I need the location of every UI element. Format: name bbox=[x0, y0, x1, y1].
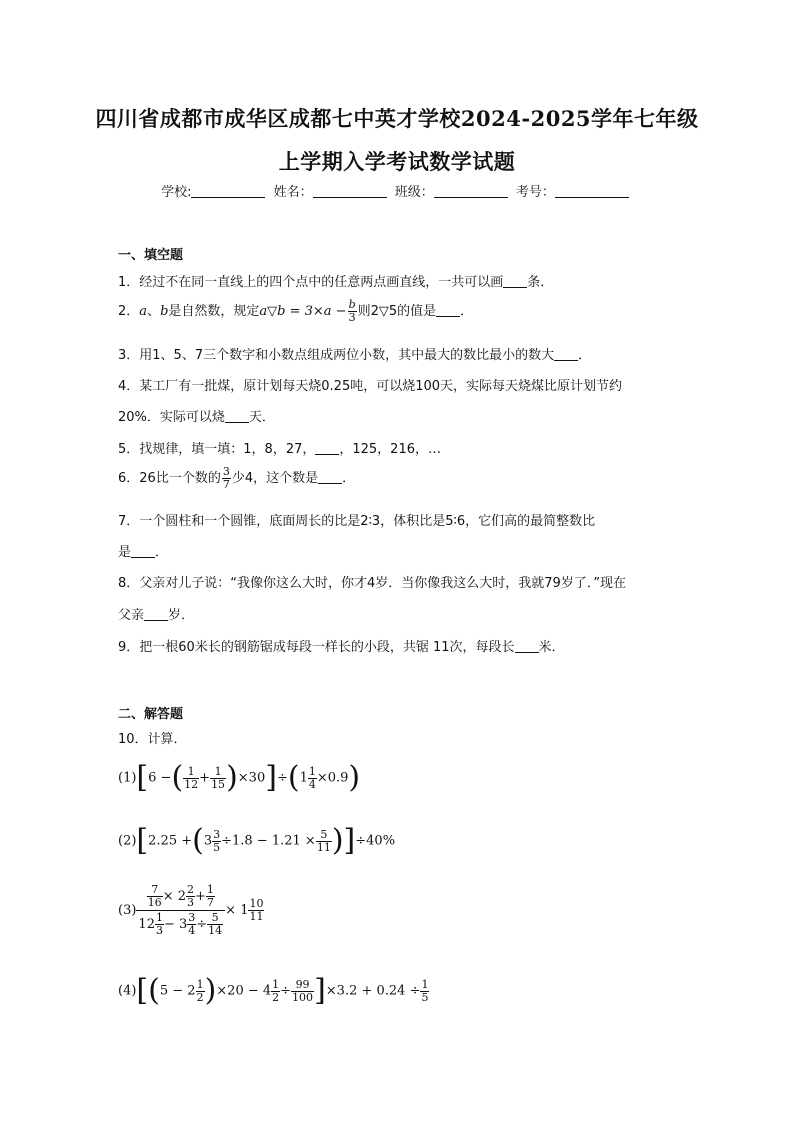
question-8-end: 岁． bbox=[168, 608, 195, 623]
question-10: 10．计算． bbox=[118, 732, 187, 747]
fraction-numerator: 1 bbox=[308, 764, 316, 778]
question-8-line-2 bbox=[118, 604, 194, 623]
expression-4: (4)[(5 − 2 $\frac{1}{2}$ )×20 − 4 $\frac{1}{2}$ ÷ $\frac{99}{100}$ ]×3.2 + 0.24 ÷ $\frac{1}{5}$ bbox=[118, 973, 429, 1008]
whole-number: 12 bbox=[138, 917, 155, 932]
question-6-text-2: 少4，这个数是 bbox=[231, 471, 319, 486]
fraction bbox=[316, 829, 332, 854]
expression-3 bbox=[118, 884, 264, 937]
fraction-denominator: 5 bbox=[213, 840, 221, 854]
fraction-numerator: 3 bbox=[213, 827, 221, 841]
complex-fraction-numerator bbox=[136, 884, 225, 911]
expression-text: ×30 bbox=[237, 770, 266, 786]
fraction-denominator: 3 bbox=[186, 896, 194, 909]
expression-text: ÷1.8 − 1.21 × bbox=[221, 833, 316, 849]
fraction-denominator: 100 bbox=[292, 990, 314, 1004]
title-line-2: 上学期入学考试数学试题 bbox=[278, 149, 516, 174]
question-3-end: ． bbox=[578, 348, 592, 363]
fraction bbox=[308, 766, 317, 791]
expression-text: × 1 bbox=[225, 903, 249, 918]
expression-text: × 2 bbox=[162, 889, 186, 904]
fraction-denominator: 16 bbox=[147, 896, 162, 909]
school-blank[interactable] bbox=[191, 185, 265, 198]
fraction-numerator: 7 bbox=[147, 884, 163, 897]
answer-blank-1[interactable] bbox=[503, 275, 527, 288]
fraction-numerator: 5 bbox=[316, 829, 332, 842]
fraction-b-over-3 bbox=[348, 299, 357, 324]
fraction-numerator: 3 bbox=[188, 911, 196, 924]
question-2-text: 是自然数，规定 bbox=[168, 304, 260, 319]
fraction-denominator: 15 bbox=[211, 777, 226, 791]
fraction bbox=[183, 766, 199, 791]
fraction-denominator: 11 bbox=[316, 840, 331, 854]
fraction-numerator: 1 bbox=[272, 977, 280, 991]
fraction-numerator: 1 bbox=[210, 766, 226, 779]
question-5-text: 5．找规律，填一填：1，8，27， bbox=[118, 442, 316, 457]
fraction-denominator: 12 bbox=[184, 777, 199, 791]
operator: + bbox=[199, 770, 211, 786]
var-b: b bbox=[160, 304, 169, 319]
answer-blank-3[interactable] bbox=[554, 348, 578, 361]
expression-text: 2.25 + bbox=[148, 833, 193, 849]
question-8-text: 父亲 bbox=[118, 608, 145, 623]
class-blank[interactable] bbox=[434, 185, 508, 198]
answer-blank-4[interactable] bbox=[225, 410, 249, 423]
expression-text: − 3 bbox=[163, 917, 188, 932]
student-info-line bbox=[0, 181, 794, 200]
name-blank[interactable] bbox=[313, 185, 387, 198]
expression-text: ×0.9 bbox=[316, 770, 349, 786]
fraction-denominator: 7 bbox=[222, 478, 230, 491]
fraction-denominator: 2 bbox=[196, 990, 204, 1004]
fraction bbox=[271, 979, 280, 1004]
answer-blank-7[interactable] bbox=[131, 545, 155, 558]
answer-blank-5[interactable] bbox=[315, 442, 339, 455]
fraction-numerator: 5 bbox=[207, 912, 223, 925]
fraction-numerator: 3 bbox=[222, 465, 230, 478]
question-3 bbox=[118, 344, 591, 363]
expression-label: (4) bbox=[118, 983, 137, 999]
fraction-numerator: 2 bbox=[186, 883, 194, 896]
question-7-line-2 bbox=[118, 541, 168, 560]
operator: ÷ bbox=[276, 770, 288, 786]
whole-number: 1 bbox=[299, 770, 308, 786]
question-9-text: 9．把一根60米长的钢筋锯成每段一样长的小段，共锯 11次，每段长 bbox=[118, 640, 515, 655]
question-4-line-1: 4．某工厂有一批煤，原计划每天烧0.25吨，可以烧100天，实际每天烧煤比原计划节约 bbox=[118, 379, 623, 394]
fraction-numerator: 1 bbox=[421, 977, 429, 991]
operator: ÷ bbox=[196, 917, 208, 932]
expression-2: (2)[2.25 +(3 $\frac{3}{5}$ ÷1.8 − 1.21 × $\frac{5}{11}$ )]÷40% bbox=[118, 823, 396, 858]
operator: + bbox=[194, 889, 206, 904]
whole-number: 3 bbox=[203, 833, 213, 849]
expression-label: (3) bbox=[118, 903, 137, 918]
fraction-numerator: 1 bbox=[183, 766, 199, 779]
answer-blank-2[interactable] bbox=[436, 304, 460, 317]
fraction bbox=[248, 898, 264, 923]
expression-1: (1)[6 −( $\frac{1}{12}$ + $\frac{1}{15}$ )×30]÷(1 $\frac{1}{4}$ ×0.9) bbox=[118, 760, 361, 795]
question-7-end: ． bbox=[155, 545, 169, 560]
fraction-denominator: 14 bbox=[208, 924, 223, 937]
question-9-end: 米． bbox=[538, 640, 565, 655]
question-2-number: 2． bbox=[118, 304, 140, 319]
question-7-line-1: 7．一个圆柱和一个圆锥，底面周长的比是2∶3，体积比是5∶6，它们高的最简整数比 bbox=[118, 514, 596, 529]
question-6 bbox=[118, 466, 355, 491]
var-a: a bbox=[139, 304, 148, 319]
definition-expression: a▽b = 3×a − bbox=[259, 304, 347, 319]
expression-label: (2) bbox=[118, 833, 137, 849]
separator: 、 bbox=[147, 304, 161, 319]
fraction bbox=[291, 979, 314, 1004]
fraction-denominator: 7 bbox=[206, 896, 214, 909]
fraction-denominator: 3 bbox=[155, 924, 163, 937]
answer-blank-8[interactable] bbox=[144, 608, 168, 621]
expression-text: 6 − bbox=[148, 770, 172, 786]
question-4-end: 天． bbox=[248, 410, 275, 425]
complex-fraction bbox=[136, 884, 225, 937]
expression-text: ×20 − 4 bbox=[216, 983, 272, 999]
fraction-denominator: 2 bbox=[272, 990, 280, 1004]
fraction-numerator: 1 bbox=[196, 977, 204, 991]
operator: ÷ bbox=[280, 983, 292, 999]
question-3-text: 3．用1、5、7三个数字和小数点组成两位小数，其中最大的数比最小的数大 bbox=[118, 348, 555, 363]
fraction bbox=[212, 829, 221, 854]
question-2-text-2: 则2▽5的值是 bbox=[357, 304, 437, 319]
class-label: 班级： bbox=[394, 185, 434, 200]
fraction-numerator: 99 bbox=[291, 979, 314, 992]
fraction-denominator: 4 bbox=[188, 924, 196, 937]
fraction-numerator: b bbox=[348, 298, 356, 311]
complex-fraction-denominator bbox=[136, 911, 225, 937]
expression-text: 5 − 2 bbox=[159, 983, 196, 999]
section-2-heading: 二、解答题 bbox=[118, 707, 184, 722]
question-8-line-1: 8．父亲对儿子说：“我像你这么大时，你才4岁．当你像我这么大时，我就79岁了．”现在 bbox=[118, 576, 627, 591]
fraction-denominator: 5 bbox=[421, 990, 429, 1004]
answer-blank-6[interactable] bbox=[318, 471, 342, 484]
question-2-end: ． bbox=[460, 304, 474, 319]
question-7-text: 是 bbox=[118, 545, 132, 560]
question-4-text: 20%．实际可以烧 bbox=[118, 410, 225, 425]
fraction-numerator: 1 bbox=[206, 883, 214, 896]
answer-blank-9[interactable] bbox=[515, 640, 539, 653]
fraction bbox=[210, 766, 226, 791]
expression-text: ×3.2 + 0.24 ÷ bbox=[325, 983, 421, 999]
question-2 bbox=[118, 299, 473, 324]
name-label: 姓名： bbox=[273, 185, 313, 200]
question-6-text: 6．26比一个数的 bbox=[118, 471, 221, 486]
fraction-denominator: 11 bbox=[249, 910, 264, 923]
fraction-denominator: 4 bbox=[308, 777, 316, 791]
expression-text: ÷40% bbox=[355, 833, 396, 849]
fraction bbox=[420, 979, 429, 1004]
fraction bbox=[196, 979, 205, 1004]
question-1-text: 1．经过不在同一直线上的四个点中的任意两点画直线，一共可以画 bbox=[118, 275, 504, 290]
expression-label: (1) bbox=[118, 770, 137, 786]
question-6-end: ． bbox=[342, 471, 356, 486]
question-1-end: 条． bbox=[527, 275, 554, 290]
exam-no-blank[interactable] bbox=[555, 185, 629, 198]
fraction-denominator: 3 bbox=[348, 311, 356, 324]
exam-no-label: 考号： bbox=[515, 185, 555, 200]
title-line-1: 四川省成都市成华区成都七中英才学校2024-2025学年七年级 bbox=[95, 106, 699, 131]
fraction-numerator: 1 bbox=[155, 911, 163, 924]
question-5 bbox=[118, 438, 441, 457]
question-1 bbox=[118, 271, 553, 290]
question-9 bbox=[118, 636, 565, 655]
school-label: 学校: bbox=[161, 185, 192, 200]
fraction-3-7 bbox=[222, 466, 231, 491]
question-4-line-2 bbox=[118, 406, 275, 425]
section-1-heading: 一、填空题 bbox=[118, 248, 184, 263]
fraction-numerator: 10 bbox=[249, 897, 264, 910]
question-5-end: ，125，216，… bbox=[339, 442, 441, 457]
